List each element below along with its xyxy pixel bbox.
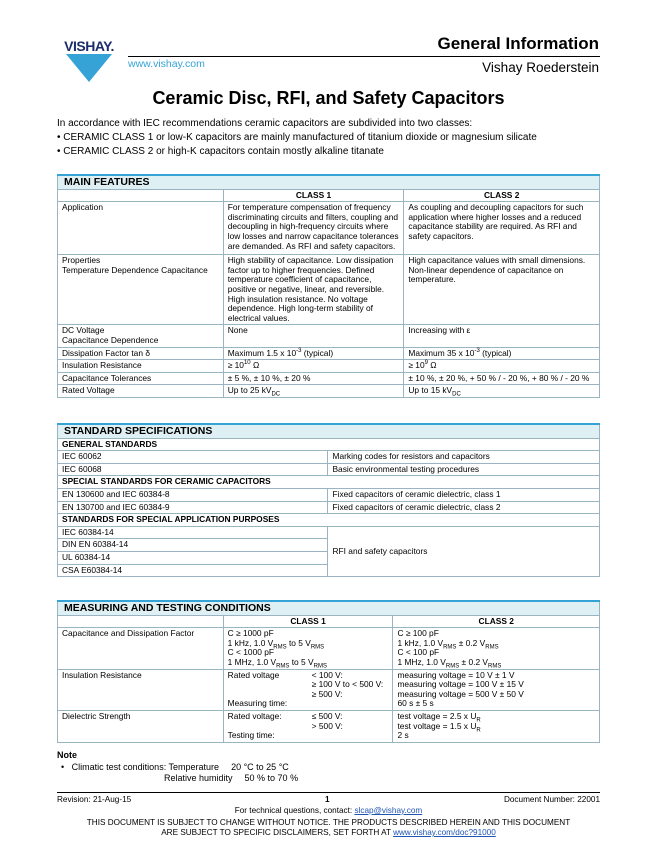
table-row: IEC 60068 Basic environmental testing procedures bbox=[58, 463, 600, 476]
document-number: Document Number: 22001 bbox=[503, 795, 600, 804]
logo-text: VISHAY. bbox=[64, 38, 114, 54]
ceramic-standards-heading: SPECIAL STANDARDS FOR CERAMIC CAPACITORS bbox=[58, 476, 600, 489]
special-standards-heading: STANDARDS FOR SPECIAL APPLICATION PURPOSES bbox=[58, 514, 600, 527]
class1-header: CLASS 1 bbox=[223, 615, 393, 628]
class2-header: CLASS 2 bbox=[393, 615, 600, 628]
table-row: DIN EN 60384-14 bbox=[58, 539, 600, 552]
table-row: Properties Temperature Dependence Capacitance High stability of capacitance. Low dissipation factor up to higher frequencies. Defined temperature coefficient of capacitance, positive or negative, linear, and reversible. High insulation resistance. No voltage dependence. High long-term stability of electrical values. High capacitance values with small dimensions. Non-linear dependence of capacitance on temperature. bbox=[58, 255, 600, 325]
standard-specs-table bbox=[57, 423, 600, 577]
table-row: IEC 60384-14 RFI and safety capacitors bbox=[58, 526, 600, 539]
table-row: Capacitance and Dissipation Factor C ≥ 1000 pF 1 kHz, 1.0 $V_{RMS}$ to 5 $V_{RMS}$ C < 1000 pF 1 MHz, 1.0 $V_{RMS}$ to 5 $V_{RMS}$ C ≥ 100 pF 1 kHz, 1.0 $V_{RMS} \pm 0.2$ $V_{RMS}$ C < 100 pF 1 MHz, 1.0 $V_{RMS} \pm 0.2$ $V_{RMS}$ bbox=[58, 628, 600, 669]
header-subtitle: Vishay Roederstein bbox=[482, 60, 599, 75]
rfi-safety-desc: RFI and safety capacitors bbox=[328, 526, 600, 576]
table-row: Insulation Resistance Rated voltage Measuring time: < 100 V: ≥ 100 V to < 500 V: ≥ 500 V: measuring voltage = 10 V ± 1 V measuring voltage = 100 V ± 15 V measuring voltage = 500 V ± 50 V 60 s ± 5 s bbox=[58, 669, 600, 710]
logo-triangle-icon bbox=[56, 38, 122, 84]
footer-divider bbox=[57, 792, 600, 793]
measuring-title: MEASURING AND TESTING CONDITIONS bbox=[58, 601, 600, 615]
contact-email-link[interactable]: slcap@vishay.com bbox=[354, 806, 423, 815]
table-row: Capacitance Tolerances ± 5 %, ± 10 %, ± 20 % ± 10 %, ± 20 %, + 50 % / - 20 %, + 80 % / - 20 % bbox=[58, 372, 600, 385]
table-row: IEC 60062 Marking codes for resistors and capacitors bbox=[58, 451, 600, 464]
revision: Revision: 21-Aug-15 bbox=[57, 795, 132, 804]
document-title: Ceramic Disc, RFI, and Safety Capacitors bbox=[152, 88, 505, 108]
table-row: Dissipation Factor tan δ Maximum 1.5 x $10^{-3}$ (typical) Maximum 35 x $10^{-3}$ (typical) bbox=[58, 347, 600, 360]
measuring-conditions-table bbox=[57, 600, 600, 743]
table-row: EN 130700 and IEC 60384-9 Fixed capacitors of ceramic dielectric, class 2 bbox=[58, 501, 600, 514]
page-number: 1 bbox=[325, 795, 330, 804]
intro-bullet: • CERAMIC CLASS 2 or high-K capacitors contain mostly alkaline titanate bbox=[57, 146, 384, 157]
intro-bullet: • CERAMIC CLASS 1 or low-K capacitors are mainly manufactured of titanium dioxide or magnesium silicate bbox=[57, 132, 537, 143]
disclaimer: THIS DOCUMENT IS SUBJECT TO CHANGE WITHOUT NOTICE. THE PRODUCTS DESCRIBED HEREIN AND THIS DOCUMENT ARE SUBJECT TO SPECIFIC DISCLAIMERS, SET FORTH AT www.vishay.com/doc?91000 bbox=[86, 818, 571, 837]
class2-header: CLASS 2 bbox=[404, 189, 600, 202]
table-row: DC Voltage Capacitance Dependence None Increasing with ε bbox=[58, 325, 600, 347]
table-row: EN 130600 and IEC 60384-8 Fixed capacitors of ceramic dielectric, class 1 bbox=[58, 488, 600, 501]
main-features-table bbox=[57, 174, 600, 398]
table-row: CSA E60384-14 bbox=[58, 564, 600, 577]
table-row: Dielectric Strength Rated voltage: Testing time: ≤ 500 V: > 500 V: test voltage = 2.5 x $U_R$ test voltage = 1.5 x $U_R$ 2 s bbox=[58, 710, 600, 742]
header-divider bbox=[128, 56, 600, 57]
note-text: • Climatic test conditions: Temperature 20 °C to 25 °C Relative humidity 50 % to 70 % bbox=[61, 762, 299, 783]
website-link[interactable]: www.vishay.com bbox=[128, 58, 205, 70]
main-features-title: MAIN FEATURES bbox=[58, 175, 600, 189]
intro-lead: In accordance with IEC recommendations ceramic capacitors are subdivided into two classes: bbox=[57, 118, 473, 129]
table-row: Insulation Resistance ≥ $10^{10}$ Ω ≥ $10^9$ Ω bbox=[58, 360, 600, 373]
vishay-logo bbox=[56, 38, 122, 84]
note-title: Note bbox=[57, 750, 77, 760]
disclaimer-link[interactable]: www.vishay.com/doc?91000 bbox=[393, 828, 496, 837]
table-row: UL 60384-14 bbox=[58, 551, 600, 564]
standard-specs-title: STANDARD SPECIFICATIONS bbox=[58, 424, 600, 438]
table-row: Rated Voltage Up to 25 $kV_{DC}$ Up to 15 $kV_{DC}$ bbox=[58, 385, 600, 398]
general-standards-heading: GENERAL STANDARDS bbox=[58, 438, 600, 451]
class1-header: CLASS 1 bbox=[223, 189, 404, 202]
header-title: General Information bbox=[437, 34, 599, 53]
table-row: Application For temperature compensation of frequency discriminating circuits and filters, coupling and decoupling in high-frequency circuits where low losses and narrow capacitance tolerances are demanded. As RFI and safety capacitors. As coupling and decoupling capacitors for such application where higher losses and a reduced capacitance stability are required. As RFI and safety capacitors. bbox=[58, 202, 600, 255]
contact-line: For technical questions, contact: slcap@vishay.com bbox=[234, 806, 423, 815]
intro-text bbox=[57, 117, 537, 159]
